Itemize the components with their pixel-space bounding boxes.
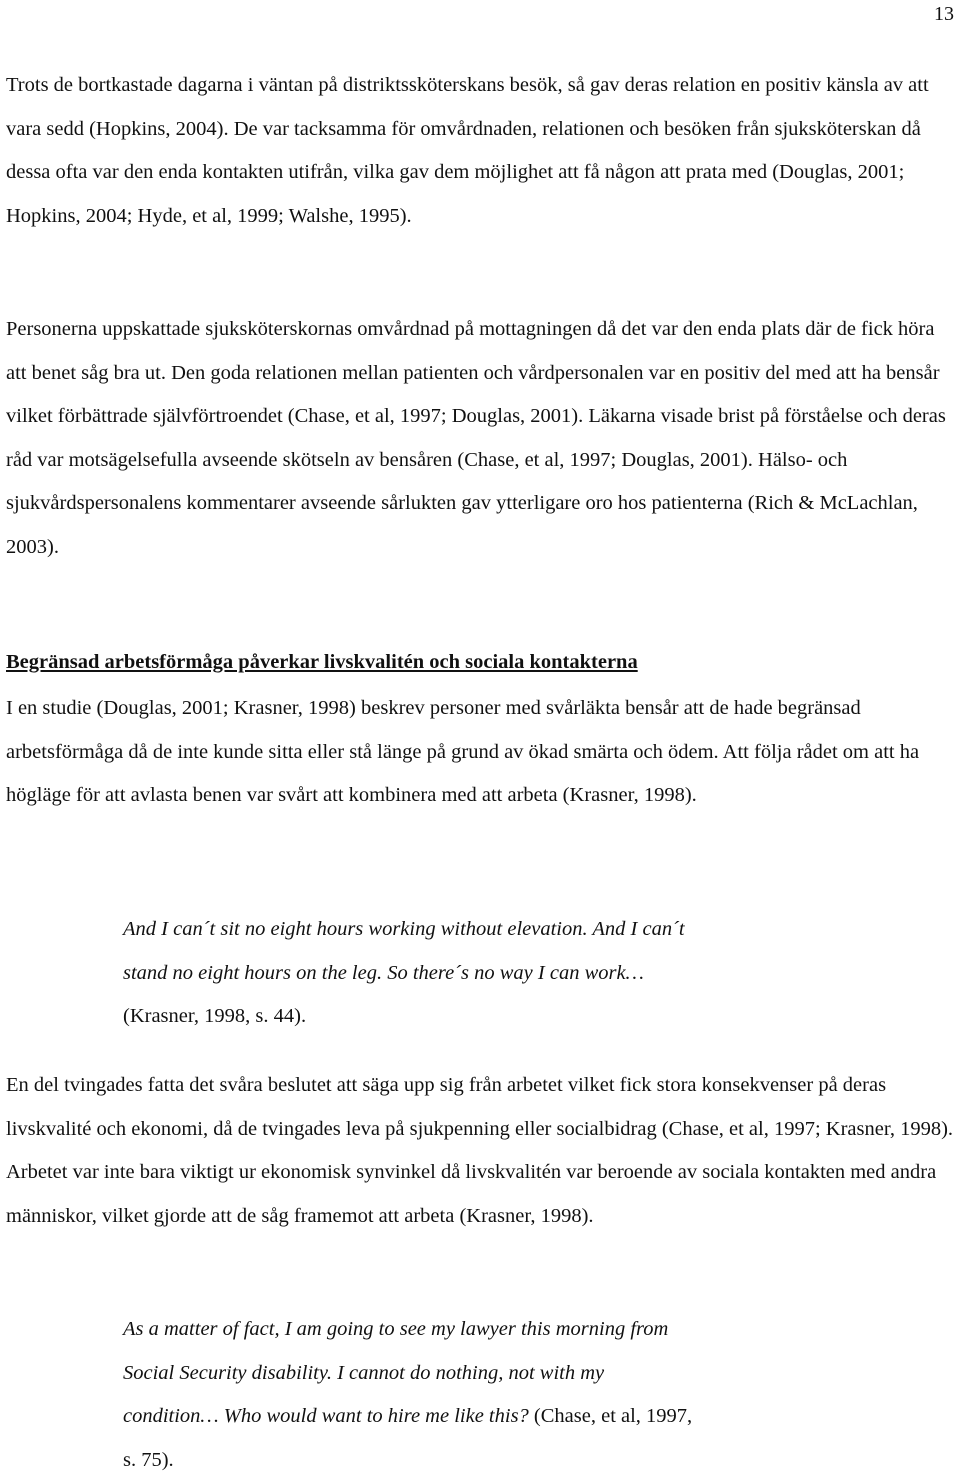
quote-line: As a matter of fact, I am going to see my lawyer this morning from (123, 1308, 843, 1352)
paragraph-quitting-work: En del tvingades fatta det svåra beslutet att säga upp sig från arbetet vilket fick stora konsekvenser på deras livskvalité och ekonomi, då de tvingades leva på sjukpenning eller socialbidrag (Chase, et al, 1997; Krasner, 1998). Arbetet var inte bara viktigt ur ekonomisk synvinkel då livskvalitén var beroende av sociala kontakten med andra människor, vilket gjorde att de såg framemot att arbeta (Krasner, 1998). (6, 1064, 956, 1238)
section-heading: Begränsad arbetsförmåga påverkar livskvalitén och sociala kontakterna (6, 648, 956, 676)
quote-line: Social Security disability. I cannot do nothing, not with my (123, 1352, 843, 1396)
paragraph-work-ability: I en studie (Douglas, 2001; Krasner, 1998) beskrev personer med svårläkta bensår att de hade begränsad arbetsförmåga då de inte kunde sitta eller stå länge på grund av ökad smärta och ödem. Att följa rådet om att ha högläge för att avlasta benen var svårt att kombinera med att arbeta (Krasner, 1998). (6, 687, 956, 818)
paragraph-care-attitudes: Personerna uppskattade sjuksköterskornas omvårdnad på mottagningen då det var den enda plats där de fick höra att benet såg bra ut. Den goda relationen mellan patienten och vårdpersonalen var en positiv del med att ha bensår vilket förbättrade självförtroendet (Chase, et al, 1997; Douglas, 2001). Läkarna visade brist på förståelse och deras råd var motsägelsefulla avseende skötseln av bensåren (Chase, et al, 1997; Douglas, 2001). Hälso- och sjukvårdspersonalens kommentarer avseende sårlukten gav ytterligare oro hos patienterna (Rich & McLachlan, 2003). (6, 308, 956, 569)
quote-citation: (Krasner, 1998, s. 44). (123, 995, 843, 1039)
quote-chase (123, 1308, 843, 1482)
quote-line: condition… Who would want to hire me like this? (123, 1405, 529, 1427)
paragraph-relation: Trots de bortkastade dagarna i väntan på distriktssköterskans besök, så gav deras relation en positiv känsla av att vara sedd (Hopkins, 2004). De var tacksamma för omvårdnaden, relationen och besöken från sjuksköterskan då dessa ofta var den enda kontakten utifrån, vilka gav dem möjlighet att få någon att prata med (Douglas, 2001; Hopkins, 2004; Hyde, et al, 1999; Walshe, 1995). (6, 64, 956, 238)
quote-citation: (Chase, et al, 1997, (529, 1405, 692, 1427)
quote-line: stand no eight hours on the leg. So there´s no way I can work… (123, 952, 843, 996)
quote-line: And I can´t sit no eight hours working without elevation. And I can´t (123, 908, 843, 952)
quote-krasner (123, 908, 843, 1039)
page-number: 13 (934, 4, 954, 24)
quote-citation-end: s. 75). (123, 1439, 843, 1482)
